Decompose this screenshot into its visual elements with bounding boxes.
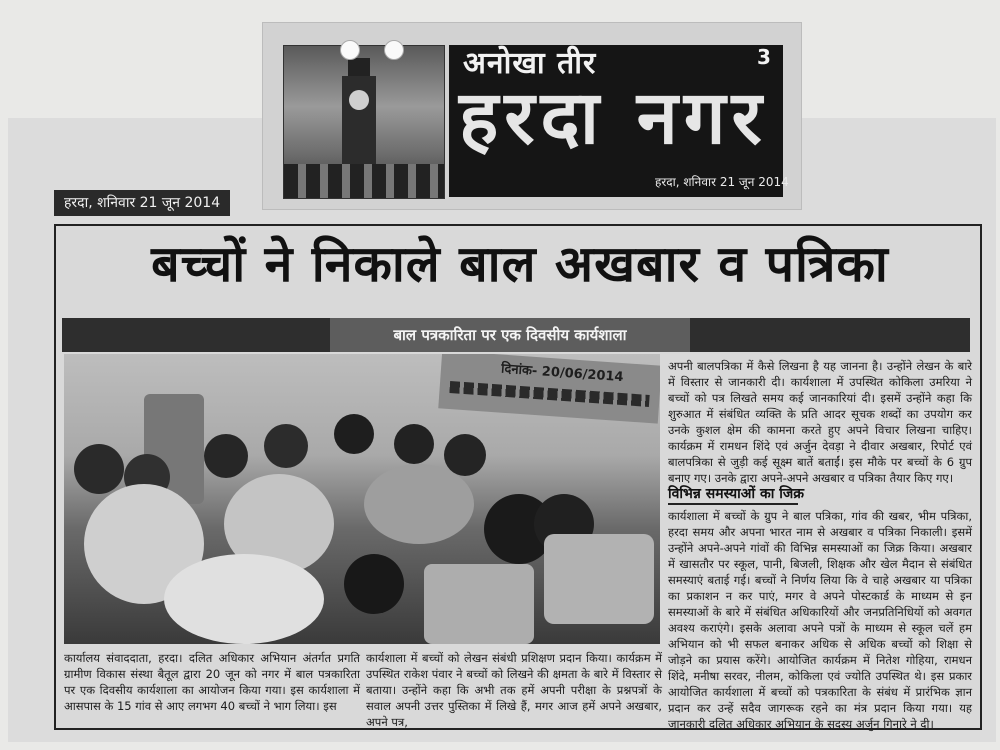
punch-hole <box>340 40 360 60</box>
workshop-banner <box>438 354 660 424</box>
page-number: 3 <box>757 45 771 69</box>
subhead: बाल पत्रकारिता पर एक दिवसीय कार्यशाला <box>330 318 690 352</box>
section-rule <box>668 503 798 505</box>
article-column-1: कार्यालय संवाददाता, हरदा। दलित अधिकार अभियान अंतर्गत प्रगति ग्रामीण विकास संस्था बैतूल द्वारा 20 जून को नगर में बाल पत्रकारिता पर एक दिवसीय कार्यशाला का आयोजन किया गया। इस कार्यशाला में आसपास के 15 गांव से आए लगभग 40 बच्चों ने भाग लिया। इस <box>64 651 360 713</box>
article-column-3-bottom: कार्यशाला में बच्चों के ग्रुप ने बाल पत्रिका, गांव की खबर, भीम पत्रिका, हरदा समय और अपना भारत नाम से अखबार व पत्रिका निकाली। इसमें उन्होंने अपने-अपने गांवों की विभिन्न समस्याओं का जिक्र किया। अखबार में खासतौर पर स्कूल, पानी, बिजली, शिक्षक और खेल मैदान से संबंधित समस्याएं बताई गई। बच्चों ने निर्णय लिया कि वे चाहे अखबार या पत्रिका का प्रकाशन न कर पाएं, मगर वे अपने पोस्टकार्ड के माध्यम से इन समस्याओं के बारे में संबंधित अधिकारियों और जनप्रतिनिधियों को अवगत अवश्य कराएंगे। इसके अलावा अपने पत्रों के माध्यम से स्कूल चलें हम अभियान को भी सफल बनाकर अधिक से अधिक बच्चों को शिक्षा से जोड़ने का प्रयास करेंगे। आयोजित कार्यक्रम में नितेश गोहिया, रामधन शिंदे, मनीषा सरवर, नीलम, कोकिला एवं ज्योति उपस्थित थे। इस प्रकार आयोजित कार्यशाला में बच्चों को पत्रकारिता के संबंध में प्रारंभिक ज्ञान प्रदान कर उन्हें सदैव जागरूक रहने का मंत्र प्रदान किया गया। यह जानकारी दलित अधिकार अभियान के सदस्य अर्जुन गिनारे ने दी। <box>668 509 972 731</box>
banner-date: दिनांक- 20/06/2014 <box>500 361 624 386</box>
article-column-2: कार्यशाला में बच्चों को लेखन संबंधी प्रशिक्षण प्रदान किया। कार्यक्रम में उपस्थित राकेश पंवार ने बच्चों को लिखने की क्षमता के बारे में विस्तार से बताया। उन्होंने कहा कि अभी तक हमें अपनी परीक्षा के प्रश्नपत्रों के सवाल अपनी उत्तर पुस्तिका में लिखे हैं, मगर आज हमें अपने अखबार, अपने पत्र, <box>366 651 662 729</box>
date-tag: हरदा, शनिवार 21 जून 2014 <box>54 190 230 216</box>
punch-hole <box>384 40 404 60</box>
masthead-date: हरदा, शनिवार 21 जून 2014 <box>655 175 789 189</box>
section-heading: विभिन्न समस्याओं का जिक्र <box>668 486 804 502</box>
article-column-3-top: अपनी बालपत्रिका में कैसे लिखना है यह जानना है। उन्होंने लेखन के बारे में विस्तार से जानकारी दी। कार्यशाला में उपस्थित कोकिला उमरिया ने बच्चों को पत्र लिखते समय कई जानकारियां दी। इसमें उन्होंने कहा कि शुरुआत में संबंधित व्यक्ति के प्रति आदर सूचक शब्दों का उपयोग कर उनके कुशल क्षेम की कामना करते हुए अपने विचार लिखना चाहिए। कार्यक्रम में रामधन शिंदे एवं अर्जुन देवड़ा ने दीवार अखबार, रिपोर्ट एवं बालपत्रिका से जुड़ी कई सूक्ष्म बातें बताईं। इस मौके पर बच्चों के 6 ग्रुप बनाए गए। उनके द्वारा अपने-अपने अखबार व पत्रिका तैयार किए गए। <box>668 359 972 485</box>
masthead-brand: अनोखा तीर <box>463 46 597 81</box>
masthead-title: हरदा नगर <box>459 75 768 161</box>
workshop-photo <box>64 354 660 644</box>
headline: बच्चों ने निकाले बाल अखबार व पत्रिका <box>151 235 889 293</box>
clock-tower-photo <box>283 45 445 199</box>
